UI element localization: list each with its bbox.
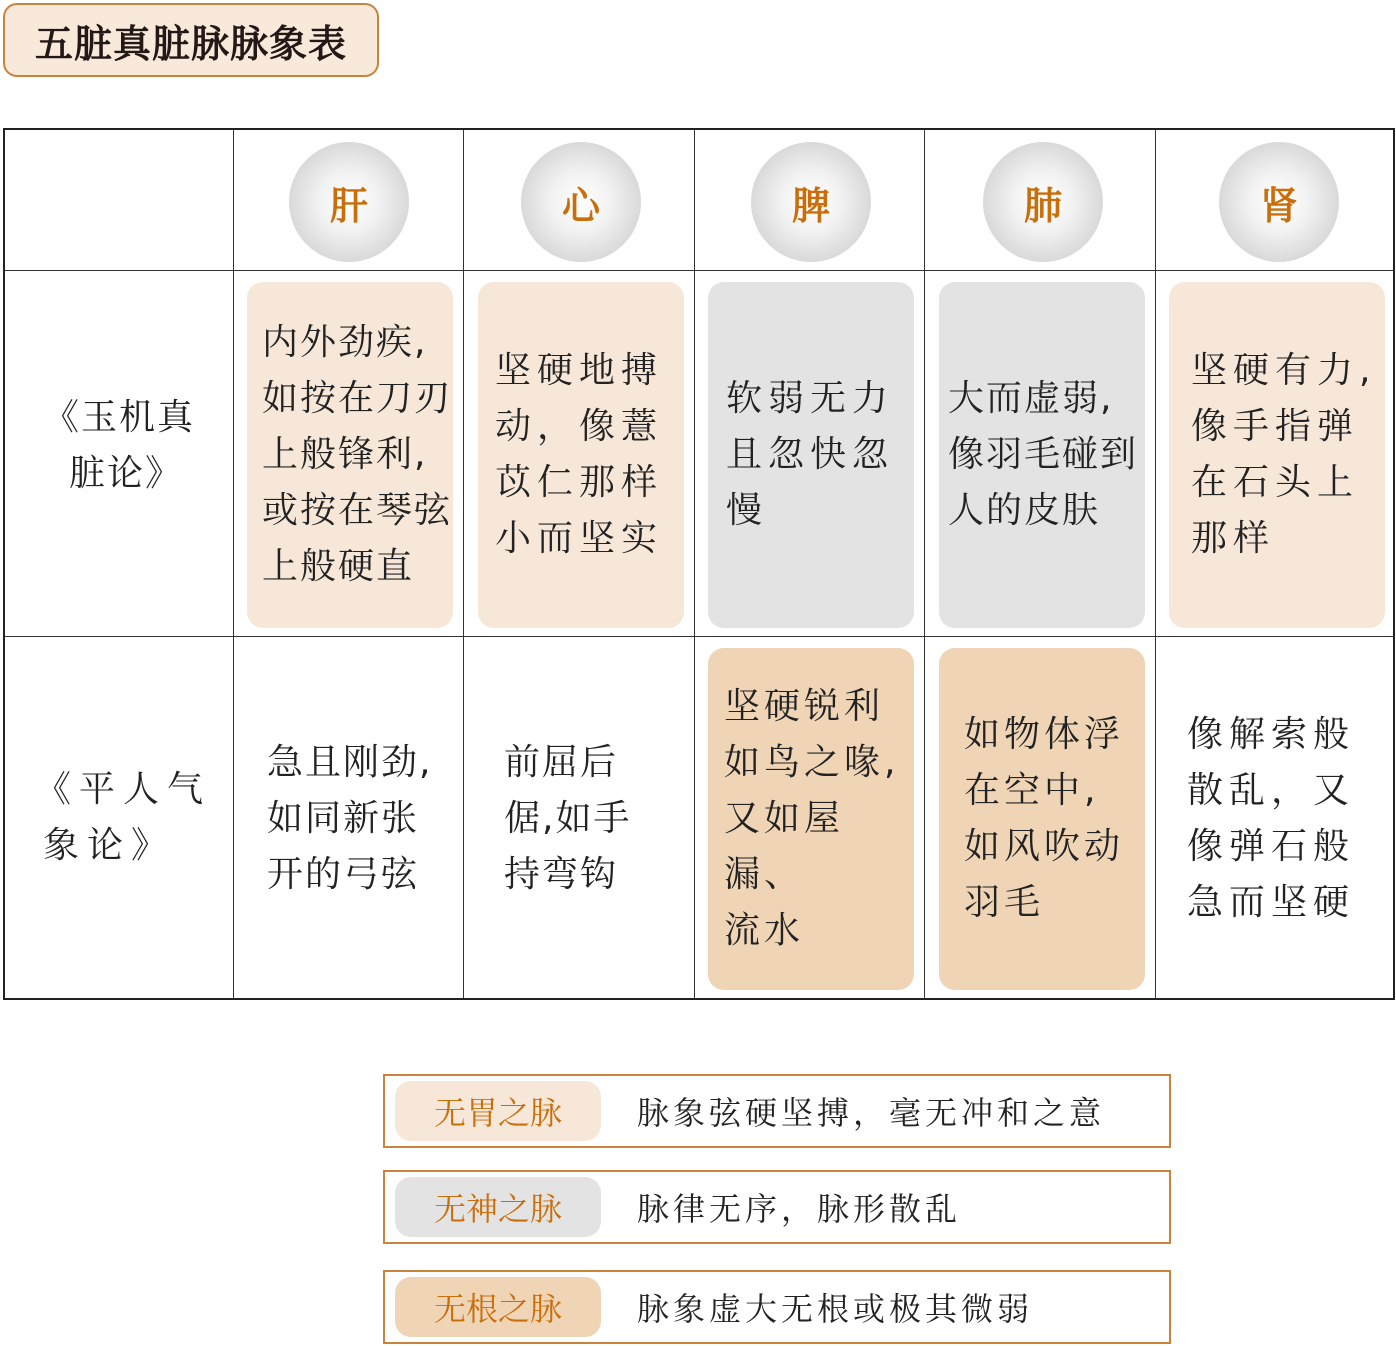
cell-pingren-spleen [708,648,914,990]
source-pingren-line2: 象论》 [43,825,176,866]
column-divider [694,130,695,998]
cell-pingren-liver [247,648,453,990]
cell-line: 慢 [726,490,769,531]
cell-line: 散乱，又 [1187,770,1356,811]
cell-line: 持弯钩 [504,854,619,895]
legend-tag: 无胃之脉 [395,1081,601,1141]
source-yuji [43,390,195,502]
table-title: 五脏真脏脉脉象表 [3,3,379,77]
cell-yuji-kidney [1169,282,1385,628]
cell-line: 倨,如手 [504,798,632,839]
legend-tag: 无根之脉 [395,1277,601,1337]
legend-no-stomach [383,1074,1171,1148]
source-yuji-line2: 脏论》 [69,453,184,494]
organ-lung: 肺 [983,142,1103,262]
row-divider [5,636,1393,637]
cell-line: 像羽毛碰到 [948,434,1139,475]
cell-line: 内外劲疾, [262,322,428,363]
legend-no-spirit [383,1170,1171,1244]
column-divider [1155,130,1156,998]
cell-pingren-heart [478,648,684,990]
cell-line: 前屈后 [504,742,619,783]
cell-line: 坚硬有力, [1191,350,1377,391]
cell-pingren-lung [939,648,1145,990]
cell-line: 上般硬直 [262,546,415,587]
cell-line: 如同新张 [267,798,420,839]
cell-line: 急而坚硬 [1187,882,1356,923]
cell-line: 在石头上 [1191,462,1360,503]
cell-line: 且忽快忽 [726,434,895,475]
cell-line: 人的皮肤 [948,490,1101,531]
legend-tag: 无神之脉 [395,1177,601,1237]
cell-line: 坚硬锐利 [724,686,885,727]
cell-line: 如鸟之喙, [724,742,900,783]
cell-yuji-heart [478,282,684,628]
cell-line: 急且刚劲, [267,742,433,783]
cell-line: 动，像薏 [495,406,664,447]
cell-line: 又如屋漏、 [724,798,845,895]
legend-no-root [383,1270,1171,1344]
organ-kidney: 肾 [1219,142,1339,262]
cell-line: 如按在刀刃 [262,378,453,419]
column-divider [233,130,234,998]
cell-yuji-lung [939,282,1145,628]
cell-line: 像手指弹 [1191,406,1360,447]
source-pingren [35,762,211,874]
cell-line: 大而虚弱, [948,378,1114,419]
source-pingren-line1: 《平人气 [35,769,212,810]
cell-line: 羽毛 [964,882,1045,923]
row-divider [5,270,1393,271]
cell-line: 像解索般 [1187,714,1356,755]
organ-heart: 心 [521,142,641,262]
cell-line: 坚硬地搏 [495,350,664,391]
column-divider [463,130,464,998]
cell-line: 或按在琴弦 [262,490,453,531]
pulse-table [3,128,1395,1000]
cell-line: 上般锋利, [262,434,428,475]
source-yuji-line1: 《玉机真 [43,397,196,438]
cell-yuji-liver [247,282,453,628]
cell-line: 流水 [724,910,805,951]
cell-line: 小而坚实 [495,518,664,559]
legend-desc: 脉象弦硬坚搏，毫无冲和之意 [637,1094,1106,1132]
cell-line: 那样 [1191,518,1276,559]
cell-line: 在空中, [964,770,1100,811]
cell-line: 软弱无力 [726,378,895,419]
legend-desc: 脉律无序，脉形散乱 [637,1190,962,1228]
cell-line: 开的弓弦 [267,854,420,895]
organ-spleen: 脾 [751,142,871,262]
column-divider [924,130,925,998]
cell-line: 像弹石般 [1187,826,1356,867]
cell-line: 如物体浮 [964,714,1125,755]
organ-liver: 肝 [289,142,409,262]
legend-desc: 脉象虚大无根或极其微弱 [637,1290,1034,1328]
cell-line: 如风吹动 [964,826,1125,867]
cell-line: 苡仁那样 [495,462,664,503]
cell-pingren-kidney [1169,648,1385,990]
cell-yuji-spleen [708,282,914,628]
